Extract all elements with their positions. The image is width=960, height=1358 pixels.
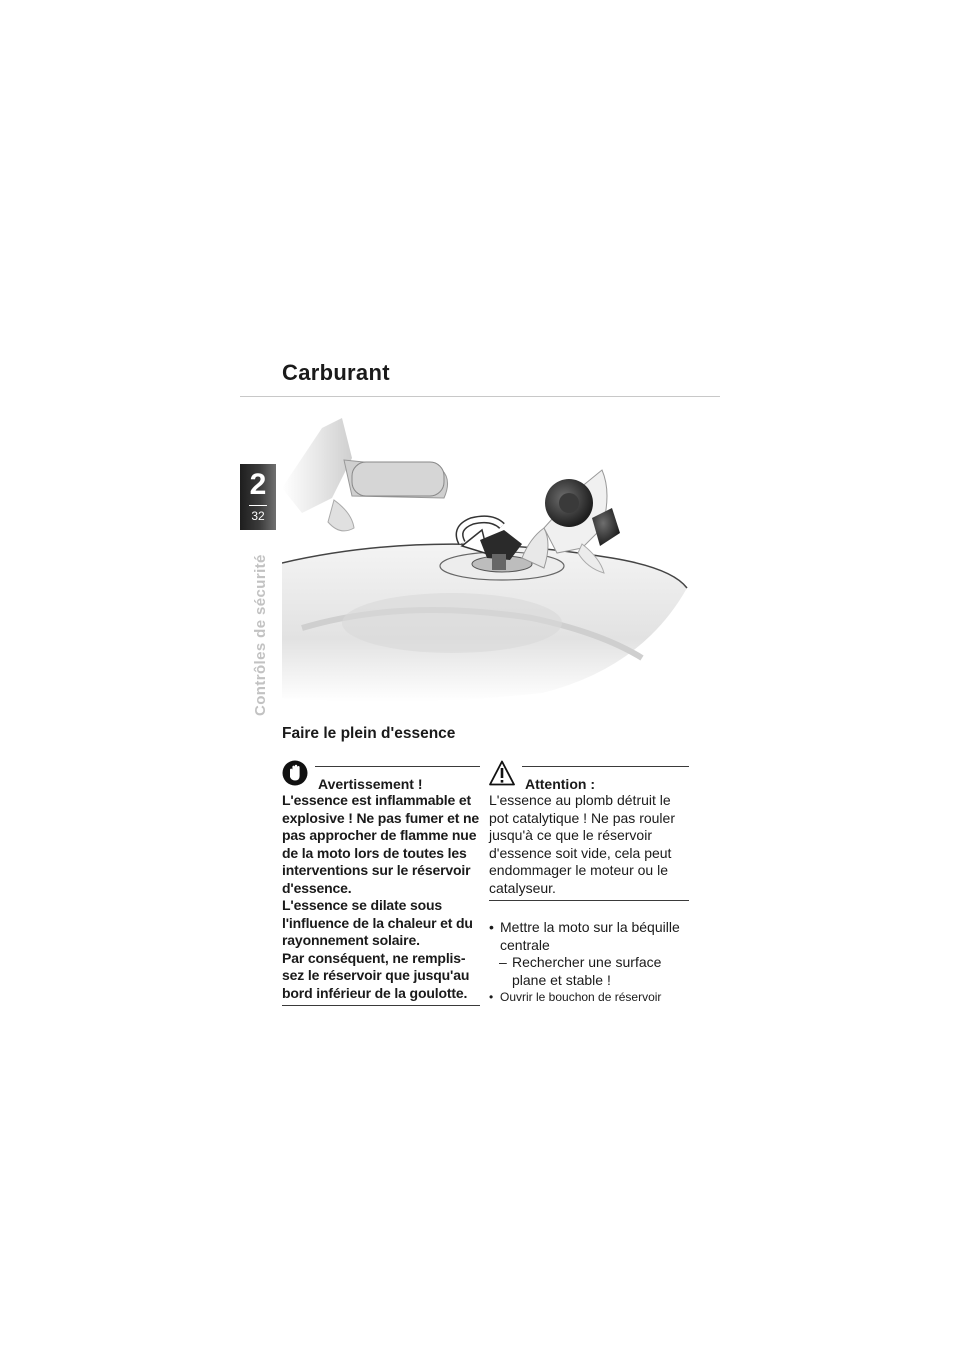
- warning-text-2: L'essence se dilate sous l'influence de la chaleur et du rayonnement solaire.: [282, 897, 473, 948]
- caution-text: L'essence au plomb détruit le pot catalytique ! Ne pas rouler jusqu'à ce que le réservoir d'essence soit vide, cela peut endommager le moteur ou le catalyseur.: [489, 792, 675, 896]
- chapter-tab-divider: [249, 505, 267, 506]
- step-text: Mettre la moto sur la béquille centrale: [500, 919, 680, 953]
- bullet-icon: •: [489, 919, 494, 935]
- title-divider: [240, 396, 720, 397]
- chapter-side-title: Contrôles de sécurité: [252, 554, 269, 716]
- page-title: Carburant: [282, 360, 390, 385]
- list-item: [489, 919, 689, 954]
- warning-title: Avertissement !: [318, 776, 423, 792]
- caution-column: [489, 762, 689, 1007]
- dash-icon: –: [499, 954, 507, 970]
- fuel-tank-illustration: [282, 418, 702, 708]
- caution-header: [489, 762, 689, 792]
- steps-list: [489, 919, 689, 1007]
- exclamation-triangle-icon: [489, 760, 515, 786]
- bullet-icon: •: [489, 990, 494, 1004]
- substep-text: Rechercher une surface plane et stable !: [512, 954, 662, 988]
- list-item: [489, 989, 689, 1007]
- warning-header: [282, 762, 480, 792]
- stop-hand-icon: [282, 760, 308, 786]
- warning-text-1: L'essence est inflammable et explosive ! Ne pas fumer et ne pas approcher de flamme nue de la moto lors de toutes les interventions sur le réservoir d'essence.: [282, 792, 480, 896]
- caution-title: Attention :: [525, 776, 595, 792]
- warning-text-3: Par conséquent, ne remplis-sez le réservoir que jusqu'au bord inférieur de la goulotte.: [282, 949, 470, 1001]
- page-number: 32: [251, 509, 265, 523]
- chapter-number: 2: [249, 468, 267, 501]
- warning-box: [282, 762, 480, 1006]
- step-text: Ouvrir le bouchon de réservoir: [500, 990, 662, 1004]
- section-heading: Faire le plein d'essence: [282, 725, 456, 742]
- list-subitem: [489, 954, 689, 989]
